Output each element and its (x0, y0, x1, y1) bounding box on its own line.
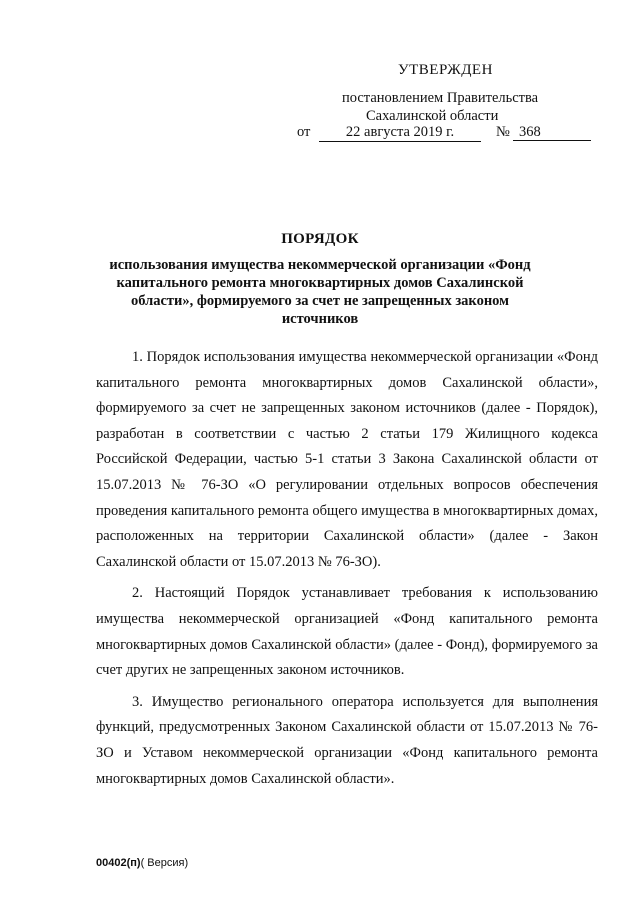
approval-line-resolution: постановлением Правительства (342, 90, 539, 106)
approval-stamp-title: УТВЕРЖДЕН (398, 62, 493, 78)
footer-code: 00402(п) (96, 857, 141, 869)
footer-document-code (96, 857, 188, 869)
approval-date-row (297, 124, 597, 144)
date-from-label: от (297, 124, 311, 140)
document-body (96, 345, 598, 798)
approval-line-region: Сахалинской области (366, 108, 499, 124)
footer-version: ( Версия) (140, 857, 189, 869)
number-label: № (496, 124, 510, 140)
document-title: ПОРЯДОК (281, 231, 359, 247)
approval-date: 22 августа 2019 г. (319, 124, 481, 142)
document-subtitle: использования имущества некоммерческой организации «Фонд капитального ремонта многоквартирных домов Сахалинской области», формируемого за счет не запрещенных законом источников (109, 257, 531, 327)
paragraph-2: 2. Настоящий Порядок устанавливает требования к использованию имущества некоммерческой организацией «Фонд капитального ремонта многоквартирных домов Сахалинской области» (далее - Фонд), формируемого за счет других не запрещенных законом источников. (96, 585, 598, 679)
paragraph-1: 1. Порядок использования имущества некоммерческой организации «Фонд капитального ремонта многоквартирных домов Сахалинской области», формируемого за счет не запрещенных законом источников (далее - Порядок), разработан в соответствии с частью 2 статьи 179 Жилищного кодекса Российской Федерации, частью 5-1 статьи 3 Закона Сахалинской области от 15.07.2013 № 76-ЗО «О регулировании отдельных вопросов обеспечения проведения капитального ремонта общего имущества в многоквартирных домах, расположенных на территории Сахалинской области» (далее - Закон Сахалинской области от 15.07.2013 № 76-ЗО). (96, 349, 598, 570)
paragraph-3: 3. Имущество регионального оператора используется для выполнения функций, предусмотренных Законом Сахалинской области от 15.07.2013 № 76-ЗО и Уставом некоммерческой организации «Фонд капитального ремонта многоквартирных домов Сахалинской области». (96, 693, 598, 787)
approval-number: 368 (513, 124, 591, 141)
